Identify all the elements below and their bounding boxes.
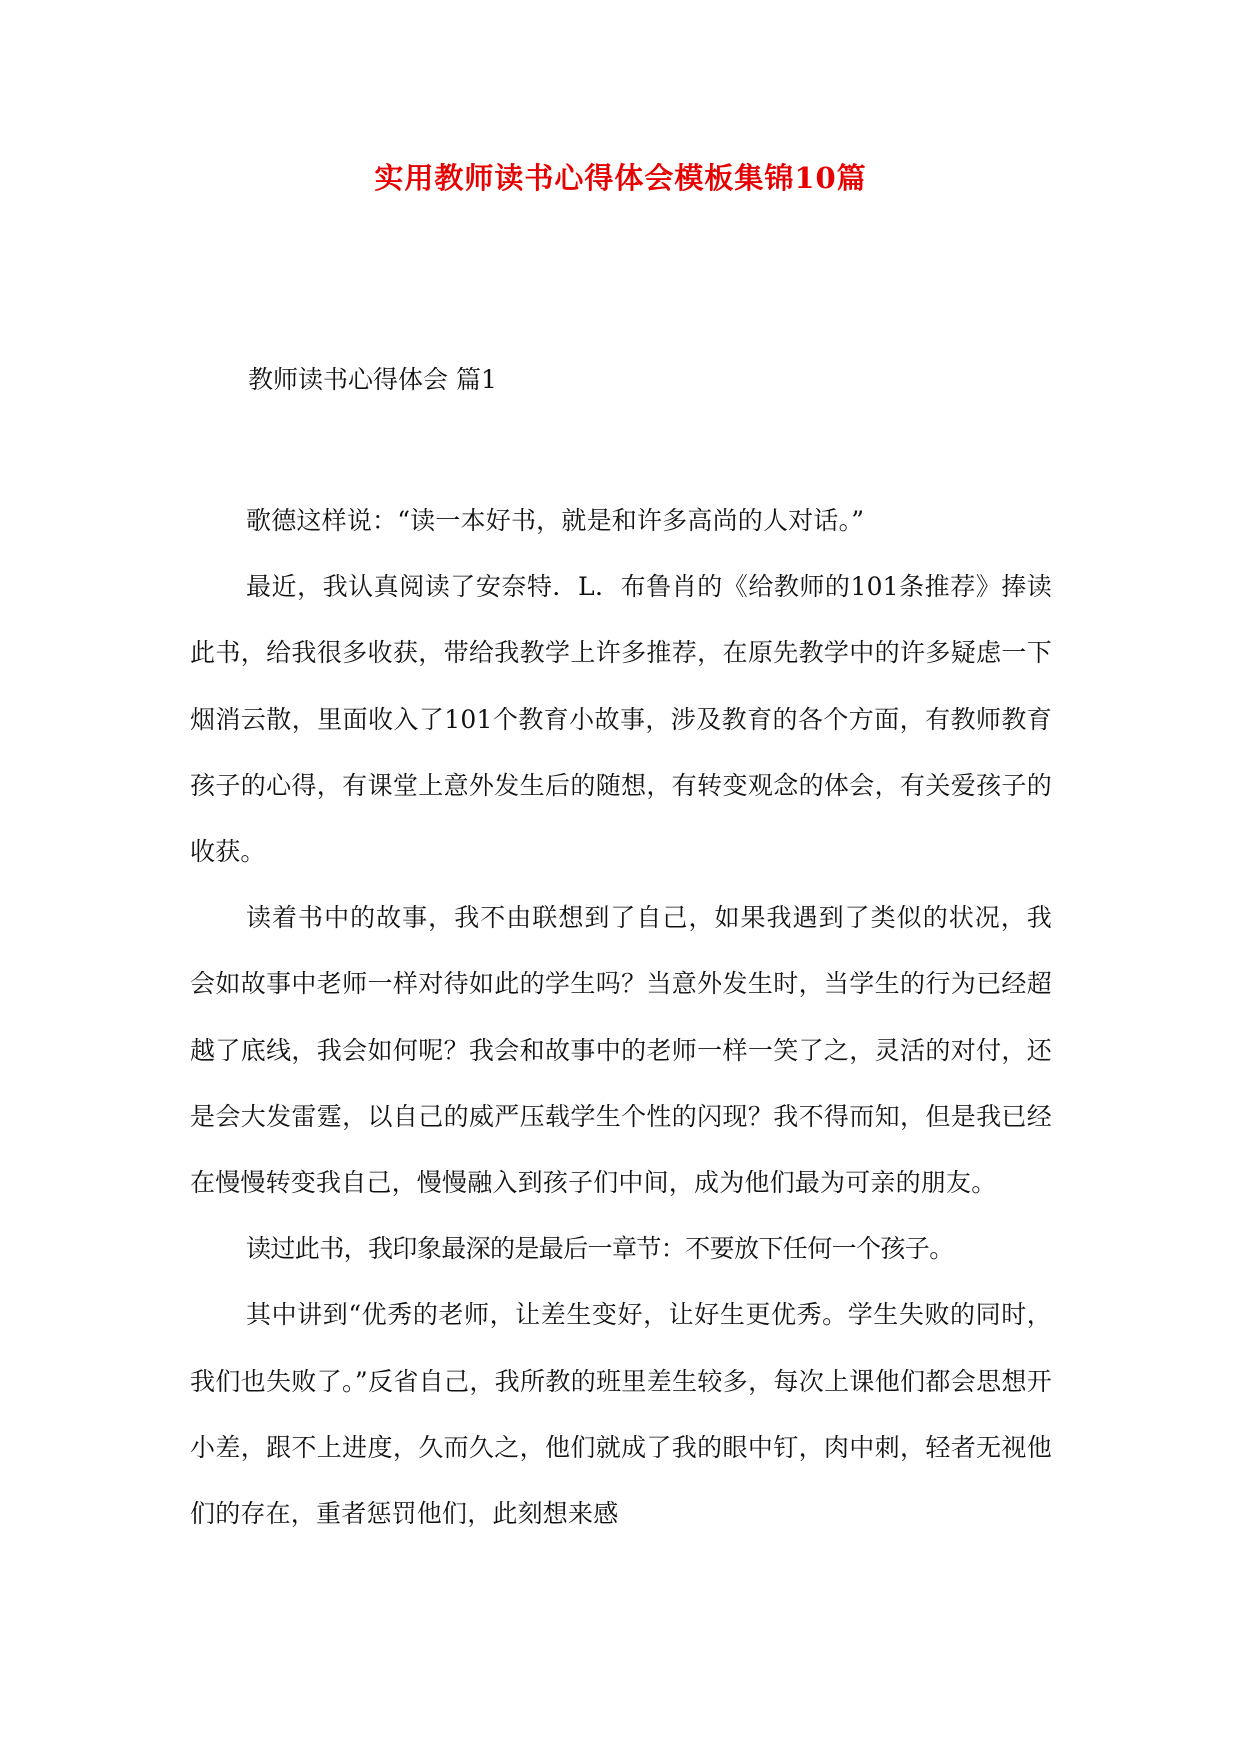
paragraph-2: 最近，我认真阅读了安奈特．L．布鲁肖的《给教师的101条推荐》捧读此书，给我很多收获，带给我教学上许多推荐，在原先教学中的许多疑虑一下烟消云散，里面收入了101个教育小故事，涉及教育的各个方面，有教师教育孩子的心得，有课堂上意外发生后的随想，有转变观念的体会，有关爱孩子的收获。 [190,572,1052,867]
document-title: 实用教师读书心得体会模板集锦10篇 [374,161,867,195]
paragraph-5: 其中讲到“优秀的老师，让差生变好，让好生更优秀。学生失败的同时，我们也失败了。”反省自己，我所教的班里差生较多，每次上课他们都会思想开小差，跟不上进度，久而久之，他们就成了我的眼中钉，肉中刺，轻者无视他们的存在，重者惩罚他们，此刻想来感 [190,1300,1052,1529]
section-heading: 教师读书心得体会 篇1 [248,365,497,394]
document-body [190,488,1052,1547]
paragraph-1: 歌德这样说：“读一本好书，就是和许多高尚的人对话。” [246,506,865,535]
paragraph-4: 读过此书，我印象最深的是最后一章节：不要放下任何一个孩子。 [246,1234,954,1264]
paragraph-3: 读着书中的故事，我不由联想到了自己，如果我遇到了类似的状况，我会如故事中老师一样对待如此的学生吗？当意外发生时，当学生的行为已经超越了底线，我会如何呢？我会和故事中的老师一样一笑了之，灵活的对付，还是会大发雷霆，以自己的威严压载学生个性的闪现？我不得而知，但是我已经在慢慢转变我自己，慢慢融入到孩子们中间，成为他们最为可亲的朋友。 [190,903,1052,1198]
